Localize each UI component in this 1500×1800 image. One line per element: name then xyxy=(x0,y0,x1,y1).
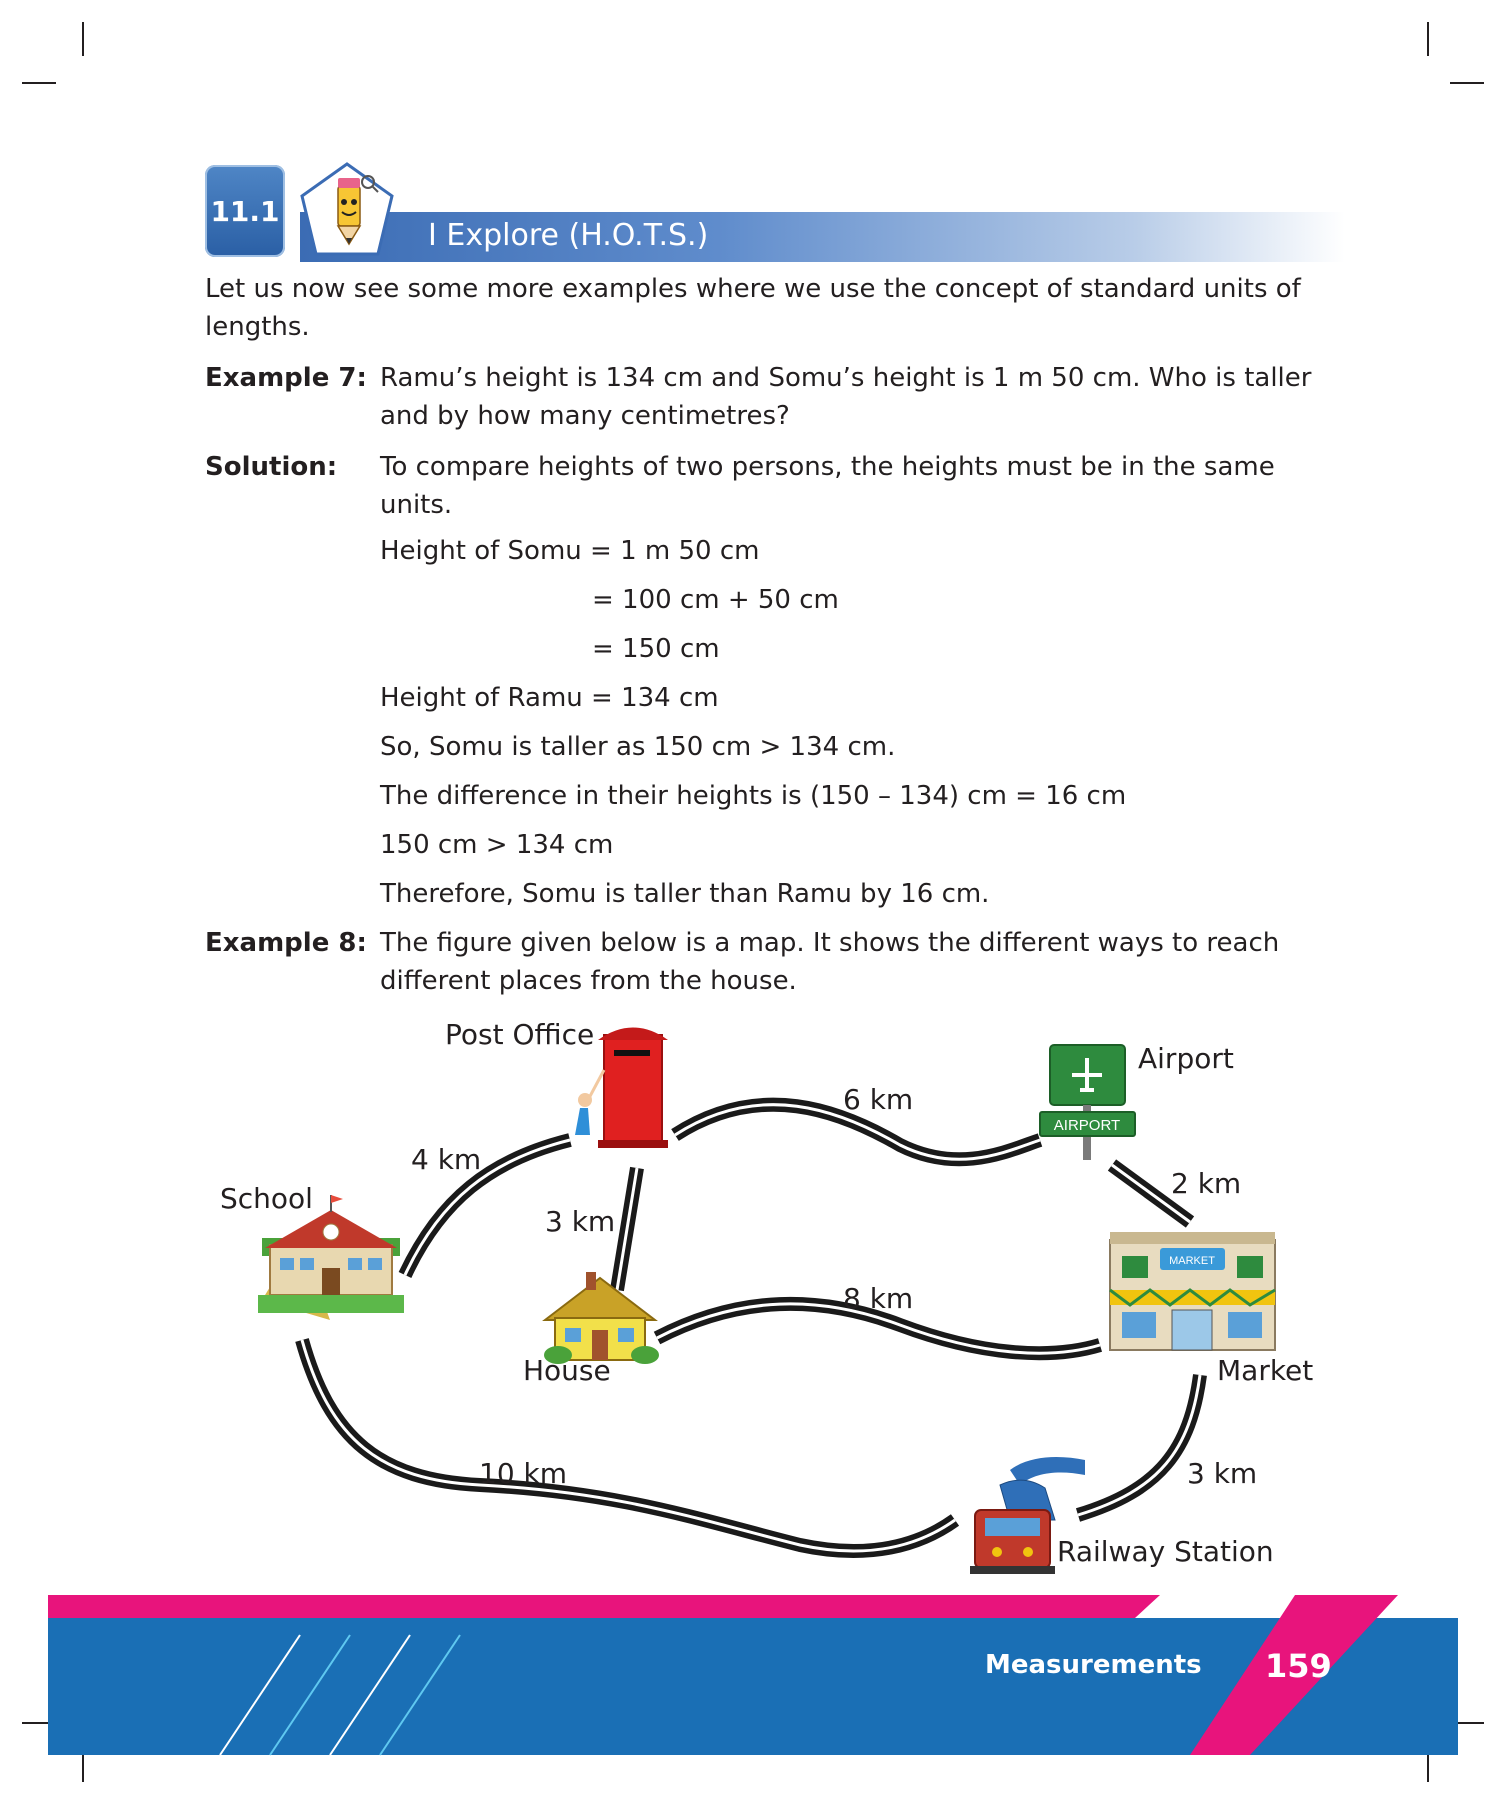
distance-label: 6 km xyxy=(843,1083,914,1116)
market-icon xyxy=(1110,1232,1275,1350)
distance-label: 8 km xyxy=(843,1282,914,1315)
distance-label: 10 km xyxy=(479,1457,568,1490)
solution-line: Height of Somu = 1 m 50 cm xyxy=(380,536,760,566)
label-post-office: Post Office xyxy=(445,1018,595,1051)
page-number: 159 xyxy=(1265,1647,1332,1685)
airport-sign-icon xyxy=(1040,1045,1135,1160)
solution-line: 150 cm > 134 cm xyxy=(380,830,614,860)
example-8-text: The figure given below is a map. It shows the different ways to reach different places from the house. xyxy=(380,928,1280,996)
example-8-label: Example 8: xyxy=(205,928,367,958)
solution-line: Therefore, Somu is taller than Ramu by 16 cm. xyxy=(380,879,990,909)
distance-label: 4 km xyxy=(411,1143,482,1176)
distance-label: 2 km xyxy=(1171,1167,1242,1200)
intro-paragraph: Let us now see some more examples where we use the concept of standard units of lengths. xyxy=(205,274,1301,342)
road-market-station xyxy=(1078,1375,1200,1515)
example-7-label: Example 7: xyxy=(205,363,367,393)
market-sign-text: MARKET xyxy=(1169,1255,1215,1267)
section-number: 11.1 xyxy=(210,195,280,228)
solution-line: To compare heights of two persons, the heights must be in the same units. xyxy=(380,452,1275,520)
distance-label: 3 km xyxy=(1187,1457,1258,1490)
label-market: Market xyxy=(1217,1354,1314,1387)
road-school-station xyxy=(302,1340,955,1551)
label-airport: Airport xyxy=(1138,1042,1234,1075)
solution-line: So, Somu is taller as 150 cm > 134 cm. xyxy=(380,732,896,762)
example-7-question: Ramu’s height is 134 cm and Somu’s height is 1 m 50 cm. Who is taller and by how many centimetres? xyxy=(380,363,1312,431)
solution-line: Height of Ramu = 134 cm xyxy=(380,683,719,713)
house-icon xyxy=(544,1272,659,1364)
label-railway-station: Railway Station xyxy=(1057,1535,1274,1568)
airport-sign-text: AIRPORT xyxy=(1053,1117,1121,1134)
solution-line: The difference in their heights is (150 – 134) cm = 16 cm xyxy=(380,781,1127,811)
solution-label: Solution: xyxy=(205,452,338,482)
footer-chapter-title: Measurements xyxy=(985,1650,1202,1680)
road-post-office-house xyxy=(617,1168,637,1290)
distance-label: 3 km xyxy=(545,1205,616,1238)
solution-line: = 100 cm + 50 cm xyxy=(592,585,839,615)
label-school: School xyxy=(220,1182,313,1215)
section-title: I Explore (H.O.T.S.) xyxy=(428,218,709,253)
solution-line: = 150 cm xyxy=(592,634,720,664)
label-house: House xyxy=(523,1354,611,1387)
